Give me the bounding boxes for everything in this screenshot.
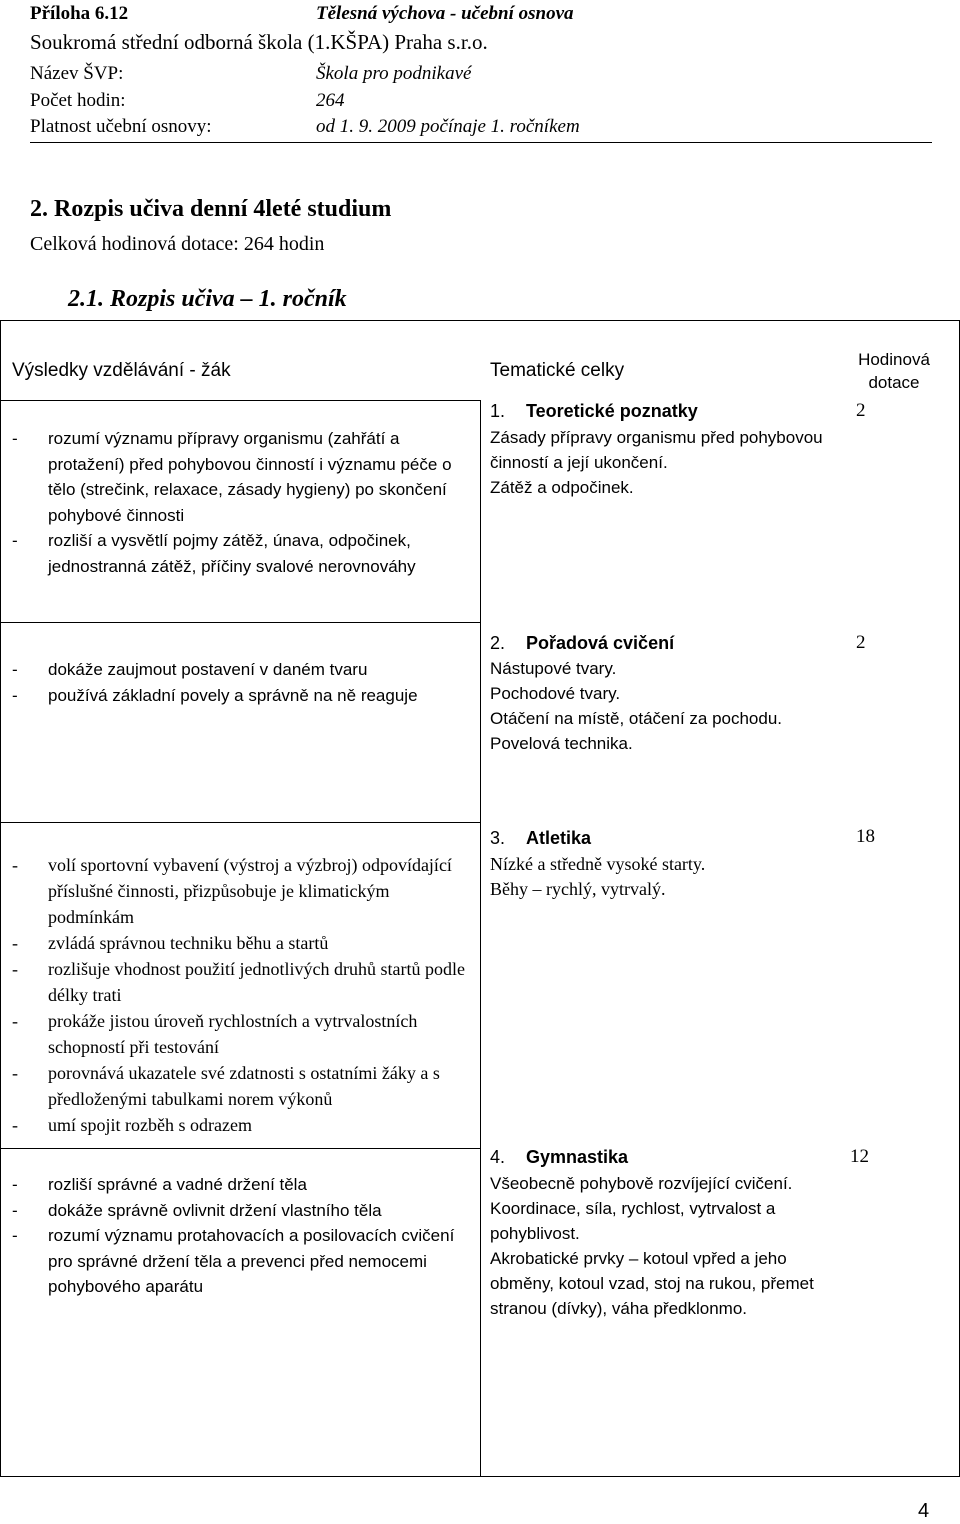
col-header-topics: Tematické celky bbox=[490, 360, 625, 381]
header-rule bbox=[30, 142, 932, 143]
appendix-header bbox=[30, 2, 930, 25]
svp-value: Škola pro podnikavé bbox=[316, 63, 472, 84]
appendix-title: Tělesná výchova - učební osnova bbox=[316, 3, 574, 24]
topic-num-2: 2. bbox=[490, 633, 506, 653]
topic-line: Koordinace, síla, rychlost, vytrvalost a pohyblivost. bbox=[490, 1199, 776, 1243]
col-header-hours bbox=[844, 348, 944, 394]
topic-title-2 bbox=[490, 631, 674, 655]
topic-content-3 bbox=[490, 852, 835, 902]
table-top-border bbox=[0, 320, 960, 321]
topic-num-4: 4. bbox=[490, 1147, 506, 1167]
validity-value: od 1. 9. 2009 počínaje 1. ročníkem bbox=[316, 116, 580, 137]
topic-num-3: 3. bbox=[490, 828, 506, 848]
validity-label: Platnost učební osnovy: bbox=[30, 116, 212, 137]
list-item: - rozumí významu protahovacích a posilovacích cvičení pro správné držení těla a prevenci před nemocemi pohybového aparátu bbox=[12, 1226, 455, 1296]
col-header-hours-line2: dotace bbox=[868, 373, 920, 392]
appendix-label: Příloha 6.12 bbox=[30, 3, 129, 24]
results-4 bbox=[12, 1172, 472, 1300]
results-1 bbox=[12, 426, 472, 579]
list-item: - používá základní povely a správně na ně reaguje bbox=[12, 685, 418, 705]
column-divider bbox=[480, 400, 481, 1477]
list-item: - rozliší správné a vadné držení těla bbox=[12, 1175, 307, 1194]
topic-line: Běhy – rychlý, vytrvalý. bbox=[490, 879, 666, 899]
topic-content-4 bbox=[490, 1171, 835, 1321]
subsection-title: 2.1. Rozpis učiva – 1. ročník bbox=[68, 286, 347, 312]
header-bottom-left bbox=[0, 400, 480, 401]
list-item: - prokáže jistou úroveň rychlostních a vytrvalostních schopností při testování bbox=[12, 1011, 418, 1057]
topic-content-2 bbox=[490, 656, 835, 756]
list-item: - dokáže zaujmout postavení v daném tvaru bbox=[12, 660, 368, 679]
topic-line: Zásady přípravy organismu před pohybovou činností a její ukončení. bbox=[490, 428, 823, 472]
topic-title-1 bbox=[490, 399, 698, 423]
topic-line: Povelová technika. bbox=[490, 734, 633, 753]
topic-line: Nízké a středně vysoké starty. bbox=[490, 854, 706, 874]
row3-divider bbox=[0, 1148, 480, 1149]
hours-1: 2 bbox=[856, 400, 866, 421]
row1-divider bbox=[0, 622, 480, 623]
list-item: - rozumí významu přípravy organismu (zahřátí a protažení) před pohybovou činností i významu péče o tělo (strečink, relaxace, zásady hygieny) po skončení pohybové činnosti bbox=[12, 429, 452, 525]
col-header-results: Výsledky vzdělávání - žák bbox=[12, 360, 231, 381]
topic-line: Všeobecně pohybově rozvíjející cvičení. bbox=[490, 1174, 793, 1193]
list-item: - volí sportovní vybavení (výstroj a výzbroj) odpovídající příslušné činnosti, přizpůsobuje je klimatickým podmínkám bbox=[12, 855, 452, 927]
hours-3: 18 bbox=[856, 826, 875, 847]
topic-line: Pochodové tvary. bbox=[490, 684, 621, 703]
list-item: - dokáže správně ovlivnit držení vlastního těla bbox=[12, 1200, 382, 1220]
page-number: 4 bbox=[918, 1500, 930, 1522]
topic-name-1: Teoretické poznatky bbox=[526, 401, 698, 421]
svp-row bbox=[30, 62, 930, 85]
hours-4: 12 bbox=[850, 1146, 869, 1167]
list-item: - rozlišuje vhodnost použití jednotlivých druhů startů podle délky trati bbox=[12, 959, 465, 1005]
validity-row bbox=[30, 115, 930, 138]
list-item: - umí spojit rozběh s odrazem bbox=[12, 1115, 252, 1135]
topic-line: Zátěž a odpočinek. bbox=[490, 478, 634, 497]
topic-line: Otáčení na místě, otáčení za pochodu. bbox=[490, 709, 783, 728]
hours-value: 264 bbox=[316, 90, 345, 111]
section-title: 2. Rozpis učiva denní 4leté studium bbox=[30, 196, 392, 222]
svp-label: Název ŠVP: bbox=[30, 63, 124, 84]
topic-name-3: Atletika bbox=[526, 828, 592, 848]
col-header-hours-line1: Hodinová bbox=[858, 350, 930, 369]
topic-line: Nástupové tvary. bbox=[490, 659, 617, 678]
topic-name-2: Pořadová cvičení bbox=[526, 633, 675, 653]
hours-row bbox=[30, 89, 930, 112]
hours-label: Počet hodin: bbox=[30, 90, 126, 111]
results-3 bbox=[12, 852, 472, 1138]
results-2 bbox=[12, 657, 472, 708]
section-subtitle: Celková hodinová dotace: 264 hodin bbox=[30, 233, 325, 255]
topic-name-4: Gymnastika bbox=[526, 1147, 629, 1167]
topic-num-1: 1. bbox=[490, 401, 506, 421]
topic-title-3 bbox=[490, 826, 591, 850]
list-item: - zvládá správnou techniku běhu a startů bbox=[12, 933, 329, 953]
topic-title-4 bbox=[490, 1145, 628, 1169]
list-item: - porovnává ukazatele své zdatnosti s ostatními žáky a s předloženými tabulkami norem výkonů bbox=[12, 1063, 440, 1109]
school-name: Soukromá střední odborná škola (1.KŠPA) Praha s.r.o. bbox=[30, 30, 488, 54]
list-item: - rozliší a vysvětlí pojmy zátěž, únava, odpočinek, jednostranná zátěž, příčiny svalové nerovnováhy bbox=[12, 531, 416, 576]
topic-line: Akrobatické prvky – kotoul vpřed a jeho obměny, kotoul vzad, stoj na rukou, přemet stranou (dívky), váha předklonmo. bbox=[490, 1249, 814, 1318]
topic-content-1 bbox=[490, 425, 835, 500]
table-left-border bbox=[0, 320, 1, 1477]
hours-2: 2 bbox=[856, 632, 866, 653]
row2-divider bbox=[0, 822, 480, 823]
